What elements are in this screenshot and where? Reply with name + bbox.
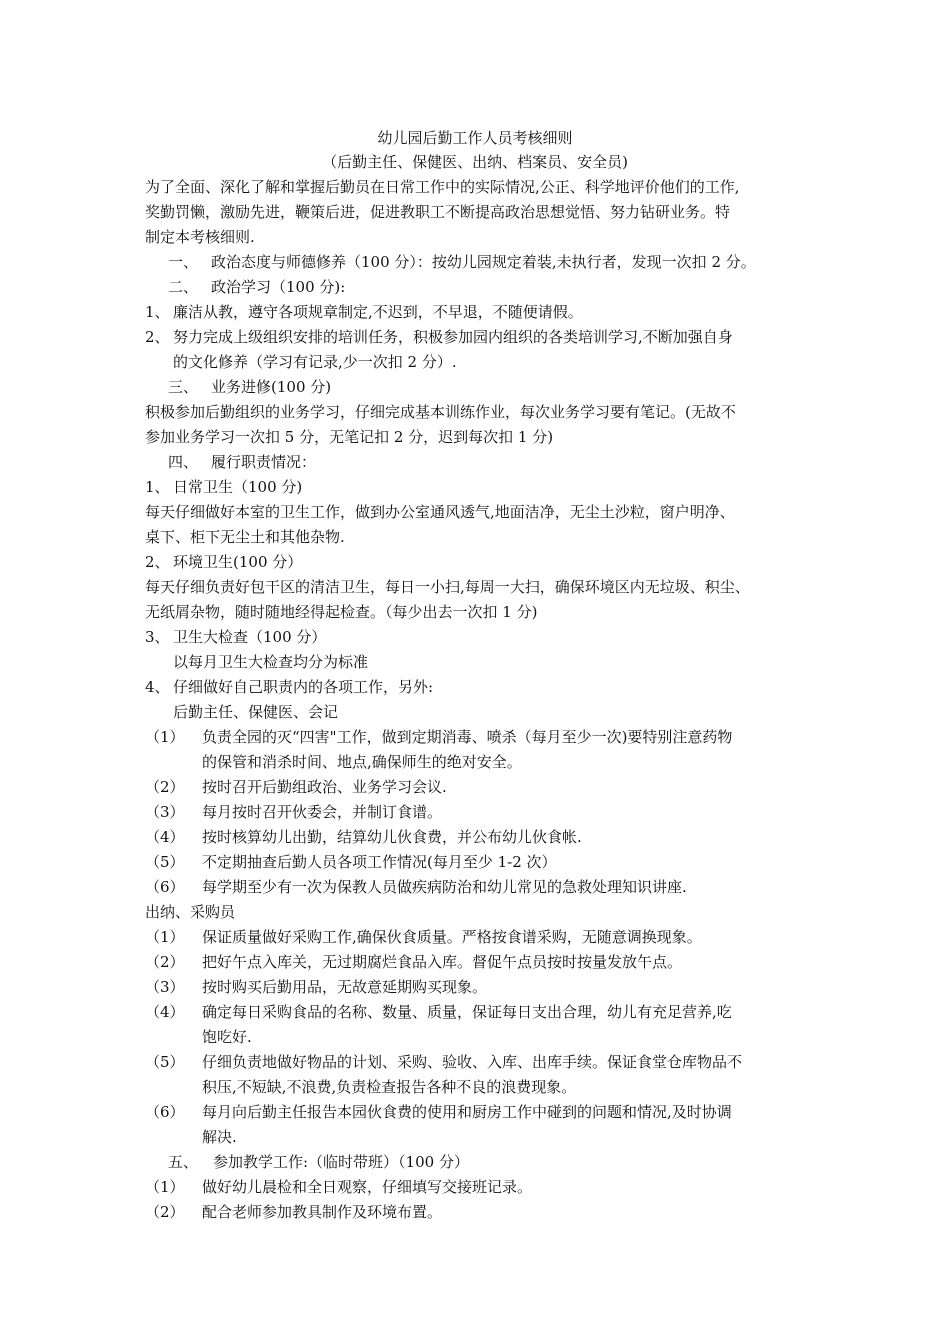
item-text: 环境卫生(100 分） [173, 553, 303, 571]
item-text: 保证质量做好采购工作,确保伙食质量。严格按食谱采购，无随意调换现象。 [202, 928, 702, 946]
subsection-heading [145, 676, 433, 698]
item-continuation: 解决. [202, 1128, 237, 1146]
paragraph-line: 积极参加后勤组织的业务学习，仔细完成基本训练作业，每次业务学习要有笔记。(无故不 [145, 403, 736, 421]
section-number: 四、 [168, 453, 199, 471]
group-title: 后勤主任、保健医、会记 [173, 703, 339, 721]
item-continuation: 饱吃好. [202, 1028, 252, 1046]
item-text: 仔细做好自己职责内的各项工作，另外: [173, 678, 434, 696]
item-number: （1） [145, 728, 185, 746]
item-text: 把好午点入库关，无过期腐烂食品入库。督促午点员按时按量发放午点。 [202, 953, 683, 971]
item-number: 4、 [145, 678, 170, 696]
item-number: 1、 [145, 303, 170, 321]
list-item [145, 926, 702, 948]
item-text: 每月按时召开伙委会，并制订食谱。 [202, 803, 443, 821]
document-subtitle: （后勤主任、保健医、出纳、档案员、安全员) [322, 153, 628, 171]
list-item [145, 726, 732, 748]
item-number: 1、 [145, 478, 170, 496]
item-text: 不定期抽查后勤人员各项工作情况(每月至少 1-2 次） [202, 853, 557, 871]
item-number: （2） [145, 953, 185, 971]
paragraph-line: 桌下、柜下无尘土和其他杂物. [145, 528, 345, 546]
item-text: 确定每日采购食品的名称、数量、质量，保证每日支出合理，幼儿有充足营养,吃 [202, 1003, 732, 1021]
paragraph-line: 参加业务学习一次扣 5 分，无笔记扣 2 分，迟到每次扣 1 分) [145, 428, 554, 446]
section-text: 政治学习（100 分): [211, 278, 346, 296]
item-text: 廉洁从教，遵守各项规章制定,不迟到，不早退，不随便请假。 [173, 303, 583, 321]
item-text: 努力完成上级组织安排的培训任务，积极参加园内组织的各类培训学习,不断加强自身 [173, 328, 733, 346]
item-continuation: 的文化修养（学习有记录,少一次扣 2 分）. [173, 353, 457, 371]
list-item [145, 826, 582, 848]
subsection-heading [145, 476, 302, 498]
list-item [145, 1176, 532, 1198]
item-number: （5） [145, 853, 185, 871]
section-number: 一、 [168, 253, 199, 271]
list-item [145, 1051, 742, 1073]
list-item [145, 326, 733, 348]
list-item [145, 1101, 732, 1123]
item-number: （3） [145, 803, 185, 821]
section-text: 履行职责情况： [211, 453, 317, 471]
list-item [145, 1001, 732, 1023]
section-text: 参加教学工作:（临时带班）（100 分） [213, 1153, 469, 1171]
item-number: （6） [145, 1103, 185, 1121]
item-text: 配合老师参加教具制作及环境布置。 [202, 1203, 443, 1221]
item-number: （1） [145, 1178, 185, 1196]
paragraph-line: 无纸屑杂物，随时随地经得起检查。（每少出去一次扣 1 分) [145, 603, 538, 621]
intro-line: 奖勤罚懒，激励先进，鞭策后进，促进教职工不断提高政治思想觉悟、努力钻研业务。特 [145, 203, 731, 221]
section-text: 政治态度与师德修养（100 分）：按幼儿园规定着装,未执行者，发现一次扣 2 分。 [211, 253, 756, 271]
section-number: 二、 [168, 278, 199, 296]
item-text: 按时购买后勤用品，无故意延期购买现象。 [202, 978, 488, 996]
item-text: 每学期至少有一次为保教人员做疾病防治和幼儿常见的急救处理知识讲座. [202, 878, 687, 896]
item-text: 按时核算幼儿出勤，结算幼儿伙食费，并公布幼儿伙食帐. [202, 828, 582, 846]
paragraph-line: 每天仔细做好本室的卫生工作，做到办公室通风透气,地面洁净，无尘土沙粒，窗户明净、 [145, 503, 735, 521]
item-number: （4） [145, 1003, 185, 1021]
item-number: 2、 [145, 553, 170, 571]
item-text: 做好幼儿晨检和全日观察，仔细填写交接班记录。 [202, 1178, 533, 1196]
document-title: 幼儿园后勤工作人员考核细则 [377, 129, 573, 147]
group-title: 出纳、采购员 [145, 903, 236, 921]
item-number: （2） [145, 1203, 185, 1221]
list-item [145, 776, 447, 798]
item-number: （6） [145, 878, 185, 896]
item-number: （4） [145, 828, 185, 846]
section-number: 五、 [168, 1153, 199, 1171]
item-number: 3、 [145, 628, 170, 646]
item-continuation: 积压,不短缺,不浪费,负责检查报告各种不良的浪费现象。 [202, 1078, 577, 1096]
section-heading [168, 1151, 469, 1173]
list-item [145, 801, 442, 823]
section-heading [168, 251, 756, 273]
list-item [145, 1201, 442, 1223]
item-number: （3） [145, 978, 185, 996]
list-item [145, 976, 487, 998]
intro-line: 为了全面、深化了解和掌握后勤员在日常工作中的实际情况,公正、科学地评价他们的工作, [145, 178, 740, 196]
section-heading [168, 376, 331, 398]
item-text: 仔细负责地做好物品的计划、采购、验收、入库、出库手续。保证食堂仓库物品不 [202, 1053, 743, 1071]
subsection-heading [145, 551, 302, 573]
item-text: 按时召开后勤组政治、业务学习会议. [202, 778, 447, 796]
item-continuation: 的保管和消杀时间、地点,确保师生的绝对安全。 [202, 753, 522, 771]
item-number: （1） [145, 928, 185, 946]
paragraph-line: 以每月卫生大检查均分为标准 [173, 653, 369, 671]
item-number: 2、 [145, 328, 170, 346]
list-item [145, 301, 583, 323]
section-heading [168, 276, 345, 298]
item-text: 每月向后勤主任报告本园伙食费的使用和厨房工作中碰到的问题和情况,及时协调 [202, 1103, 732, 1121]
list-item [145, 851, 557, 873]
item-text: 负责全园的灭“四害"工作，做到定期消毒、喷杀（每月至少一次)要特别注意药物 [202, 728, 733, 746]
intro-line: 制定本考核细则. [145, 228, 255, 246]
item-text: 日常卫生（100 分) [173, 478, 303, 496]
item-number: （2） [145, 778, 185, 796]
item-number: （5） [145, 1053, 185, 1071]
section-text: 业务进修(100 分) [211, 378, 332, 396]
list-item [145, 951, 682, 973]
list-item [145, 876, 687, 898]
item-text: 卫生大检查（100 分） [173, 628, 327, 646]
paragraph-line: 每天仔细负责好包干区的清洁卫生，每日一小扫,每周一大扫，确保环境区内无垃圾、积尘、 [145, 578, 750, 596]
section-number: 三、 [168, 378, 199, 396]
section-heading [168, 451, 316, 473]
subsection-heading [145, 626, 326, 648]
